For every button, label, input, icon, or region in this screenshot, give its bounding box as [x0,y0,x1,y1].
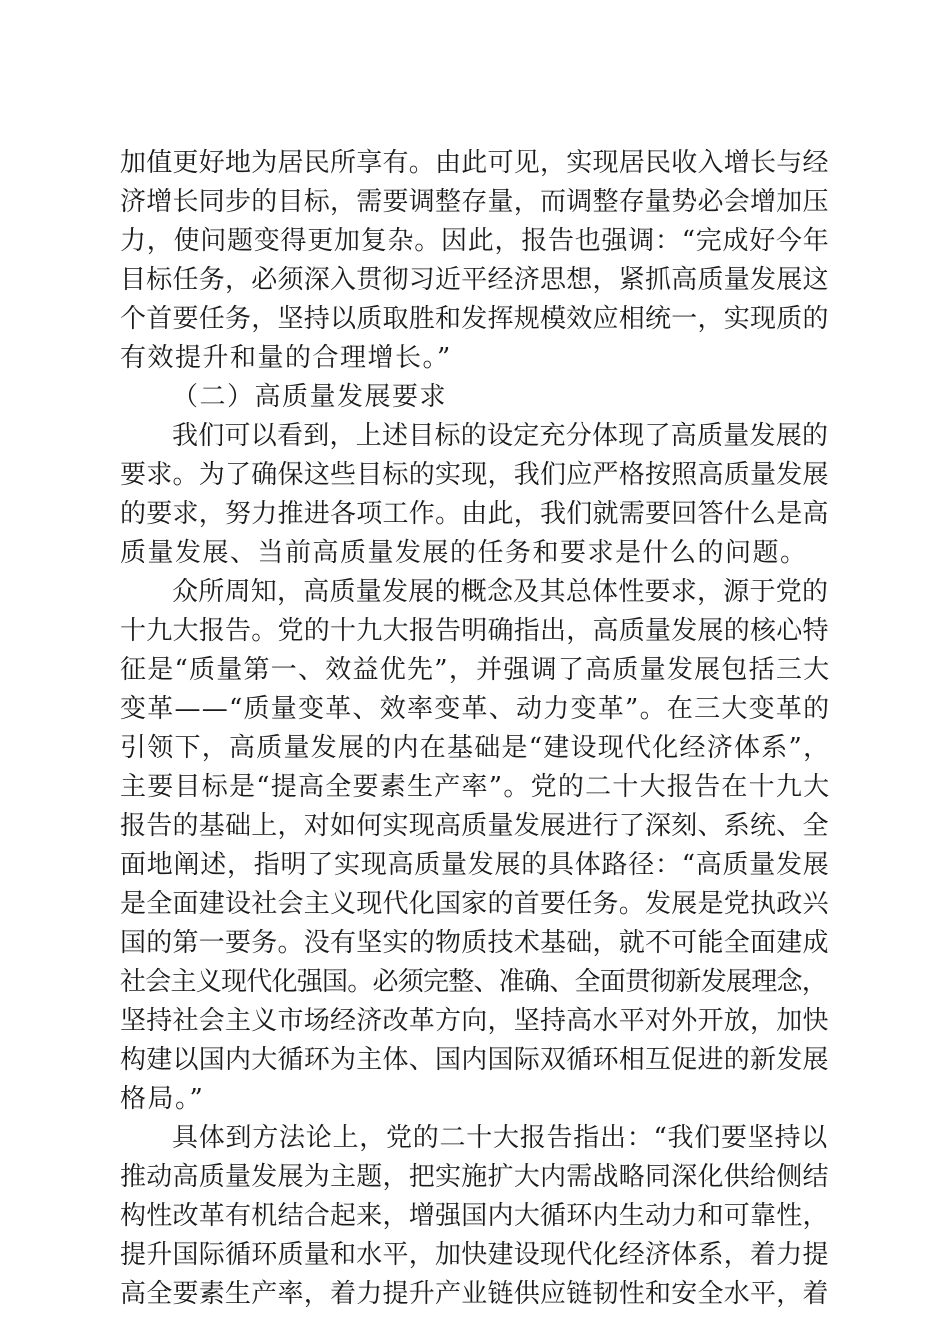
text-line: 要求。为了确保这些目标的实现，我们应严格按照高质量发展 [120,460,829,490]
text-line: 的要求，努力推进各项工作。由此，我们就需要回答什么是高 [120,499,829,529]
text-line: 我们可以看到，上述目标的设定充分体现了高质量发展的 [172,421,829,451]
text-line: 变革——“质量变革、效率变革、动力变革”。在三大变革的 [120,694,831,724]
text-line: 高全要素生产率，着力提升产业链供应链韧性和安全水平，着 [120,1279,829,1309]
text-line: 报告的基础上，对如何实现高质量发展进行了深刻、系统、全 [120,811,829,841]
text-line: 加值更好地为居民所享有。由此可见，实现居民收入增长与经 [120,148,829,178]
text-line: 坚持社会主义市场经济改革方向，坚持高水平对外开放，加快 [120,1006,829,1036]
text-line: 格局。” [120,1084,205,1114]
paragraph [120,1119,830,1314]
text-line: 是全面建设社会主义现代化国家的首要任务。发展是党执政兴 [120,889,829,919]
text-line: 主要目标是“提高全要素生产率”。党的二十大报告在十九大 [120,772,831,802]
text-line: 征是“质量第一、效益优先”，并强调了高质量发展包括三大 [120,655,831,685]
document-page [120,144,830,1314]
text-line: 目标任务，必须深入贯彻习近平经济思想，紧抓高质量发展这 [120,265,829,295]
text-line: 构性改革有机结合起来，增强国内大循环内生动力和可靠性， [120,1201,829,1231]
text-line: 构建以国内大循环为主体、国内国际双循环相互促进的新发展 [120,1045,829,1075]
text-line: 济增长同步的目标，需要调整存量，而调整存量势必会增加压 [120,187,829,217]
text-line: 个首要任务，坚持以质取胜和发挥规模效应相统一，实现质的 [120,304,829,334]
text-line: 具体到方法论上，党的二十大报告指出：“我们要坚持以 [172,1123,829,1153]
text-line: 引领下，高质量发展的内在基础是“建设现代化经济体系”， [120,733,831,763]
text-line: 十九大报告。党的十九大报告明确指出，高质量发展的核心特 [120,616,829,646]
text-line: 推动高质量发展为主题，把实施扩大内需战略同深化供给侧结 [120,1162,829,1192]
text-line: 社会主义现代化强国。必须完整、准确、全面贯彻新发展理念， [120,967,828,997]
paragraph [120,573,830,1119]
text-line: 面地阐述，指明了实现高质量发展的具体路径：“高质量发展 [120,850,830,880]
text-line: 质量发展、当前高质量发展的任务和要求是什么的问题。 [120,538,808,568]
text-line: 提升国际循环质量和水平，加快建设现代化经济体系，着力提 [120,1240,829,1270]
paragraph [120,417,830,573]
paragraph-continuation [120,144,830,378]
text-line: 有效提升和量的合理增长。” [120,343,452,373]
text-line: 国的第一要务。没有坚实的物质技术基础，就不可能全面建成 [120,928,829,958]
section-heading: （二）高质量发展要求 [172,382,448,412]
text-line: 众所周知，高质量发展的概念及其总体性要求，源于党的 [172,577,829,607]
text-line: 力，使问题变得更加复杂。因此，报告也强调：“完成好今年 [120,226,830,256]
